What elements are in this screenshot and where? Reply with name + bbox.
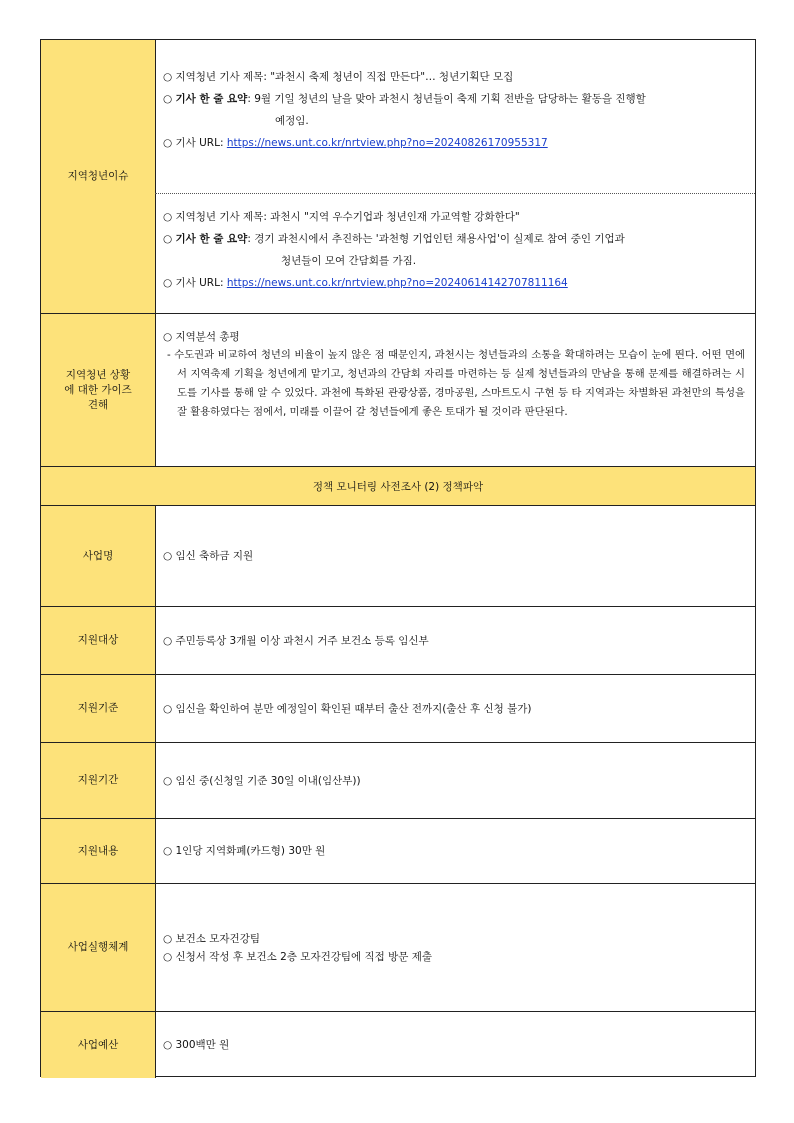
article-2-summary-2: 청년들이 모여 간담회를 가짐. bbox=[281, 255, 417, 267]
row-program-name: 사업명 ○ 임신 축하금 지원 bbox=[41, 506, 755, 607]
row-content: 지원내용 ○ 1인당 지역화폐(카드형) 30만 원 bbox=[41, 819, 755, 884]
execution-value-2: 신청서 작성 후 보건소 2층 모자건강팀에 직접 방문 제출 bbox=[175, 950, 433, 963]
program-name-value: 임신 축하금 지원 bbox=[175, 550, 254, 562]
opinion-heading: 지역분석 총평 bbox=[175, 331, 240, 343]
label-regional-issue: 지역청년이슈 bbox=[41, 40, 156, 313]
article-2-summary-label: 기사 한 줄 요약 bbox=[175, 233, 248, 245]
article-2-title: 과천시 "지역 우수기업과 청년인재 가교역할 강화한다" bbox=[270, 211, 520, 223]
article-1-summary-2: 예정임. bbox=[275, 115, 309, 127]
article-1-title-label: 지역청년 기사 제목 bbox=[175, 71, 264, 83]
article-2-title-label: 지역청년 기사 제목 bbox=[175, 211, 264, 223]
article-1-url-label: 기사 URL bbox=[175, 137, 220, 149]
label-budget: 사업예산 bbox=[41, 1012, 156, 1078]
row-regional-issue bbox=[41, 40, 755, 314]
row-criteria: 지원기준 ○ 임신을 확인하여 분만 예정일이 확인된 때부터 출산 전까지(출산 후 신청 불가) bbox=[41, 675, 755, 743]
row-target: 지원대상 ○ 주민등록상 3개월 이상 과천시 거주 보건소 등록 임신부 bbox=[41, 607, 755, 675]
label-target: 지원대상 bbox=[41, 607, 156, 674]
row-period: 지원기간 ○ 임신 중(신청일 기준 30일 이내(임산부)) bbox=[41, 743, 755, 819]
label-program-name: 사업명 bbox=[41, 506, 156, 606]
row-budget: 사업예산 ○ 300백만 원 bbox=[41, 1012, 755, 1078]
article-2-summary-1: 경기 과천시에서 추진하는 '과천형 기업인턴 채용사업'이 실제로 참여 중인 기업과 bbox=[254, 233, 625, 245]
label-opinion: 지역청년 상황에 대한 가이즈 견해 bbox=[64, 368, 132, 411]
section-banner: 정책 모니터링 사전조사 (2) 정책파악 bbox=[41, 467, 755, 506]
label-period: 지원기간 bbox=[41, 743, 156, 818]
label-content: 지원내용 bbox=[41, 819, 156, 883]
content-value: 1인당 지역화폐(카드형) 30만 원 bbox=[175, 845, 326, 857]
article-1-title: "과천시 축제 청년이 직접 만든다"… 청년기획단 모집 bbox=[270, 71, 514, 83]
period-value: 임신 중(신청일 기준 30일 이내(임산부)) bbox=[175, 774, 361, 787]
article-1-summary-1: 9월 기일 청년의 날을 맞아 과천시 청년들이 축제 기획 전반을 담당하는 활동을 진행할 bbox=[254, 93, 646, 105]
article-1-url-link[interactable]: https://news.unt.co.kr/nrtview.php?no=20240826170955317 bbox=[226, 137, 548, 149]
article-1-summary-label: 기사 한 줄 요약 bbox=[175, 93, 248, 105]
target-value: 주민등록상 3개월 이상 과천시 거주 보건소 등록 임신부 bbox=[175, 634, 429, 647]
label-criteria: 지원기준 bbox=[41, 675, 156, 742]
article-2-url-link[interactable]: https://news.unt.co.kr/nrtview.php?no=20240614142707811164 bbox=[226, 277, 568, 289]
budget-value: 300백만 원 bbox=[175, 1039, 230, 1051]
execution-value-1: 보건소 모자건강팀 bbox=[175, 932, 260, 945]
article-1: ○ 지역청년 기사 제목: "과천시 축제 청년이 직접 만든다"… 청년기획단 모집 ○ 기사 한 줄 요약: 9월 기일 청년의 날을 맞아 과천시 청년들이 축제 기획 전반을 담당하는 활동을 진행할 예정임. ○ 기사 URL: https://news.unt.co.kr/nrtview.php?no=20240826170955317 bbox=[155, 68, 755, 152]
article-2-url-label: 기사 URL bbox=[175, 277, 220, 289]
criteria-value: 임신을 확인하여 분만 예정일이 확인된 때부터 출산 전까지(출산 후 신청 불가) bbox=[175, 702, 532, 715]
opinion-text: - 수도권과 비교하여 청년의 비율이 높지 않은 점 때문인지, 과천시는 청년들과의 소통을 확대하려는 모습이 눈에 띈다. 어떤 면에서 지역축제 기획을 청년에게 맡기고, 청년과의 간담회 자리를 마련하는 등 실제 청년들과의 만남을 통해 문제를 해결하려는 시도를 기사를 통해 알 수 있었다. 과천에 특화된 관광상품, 경마공원, 스마트도시 구현 등 타 지역과는 차별화된 과천만의 특성을 잘 활용하였다는 점에서, 미래를 이끌어 갈 청년들에게 좋은 토대가 될 것이라 판단된다. bbox=[167, 349, 745, 418]
row-execution: 사업실행체계 ○ 보건소 모자건강팀 ○ 신청서 작성 후 보건소 2층 모자건강팀에 직접 방문 제출 bbox=[41, 884, 755, 1012]
article-2: ○ 지역청년 기사 제목: 과천시 "지역 우수기업과 청년인재 가교역할 강화한다" ○ 기사 한 줄 요약: 경기 과천시에서 추진하는 '과천형 기업인턴 채용사업'이 실제로 참여 중인 기업과 청년들이 모여 간담회를 가짐. ○ 기사 URL: https://news.unt.co.kr/nrtview.php?no=20240614142707811164 bbox=[155, 193, 755, 313]
label-execution: 사업실행체계 bbox=[41, 884, 156, 1011]
row-opinion: 지역청년 상황에 대한 가이즈 견해 ○ 지역분석 총평 - 수도권과 비교하여 청년의 비율이 높지 않은 점 때문인지, 과천시는 청년들과의 소통을 확대하려는 모습이 눈에 띈다. 어떤 면에서 지역축제 기획을 청년에게 맡기고, 청년과의 간담회 자리를 마련하는 등 실제 청년들과의 만남을 통해 문제를 해결하려는 시도를 기사를 통해 알 수 있었다. 과천에 특화된 관광상품, 경마공원, 스마트도시 구현 등 타 지역과는 차별화된 과천만의 특성을 잘 활용하였다는 점에서, 미래를 이끌어 갈 청년들에게 좋은 토대가 될 것이라 판단된다. bbox=[41, 314, 755, 467]
document-table bbox=[40, 39, 756, 1077]
